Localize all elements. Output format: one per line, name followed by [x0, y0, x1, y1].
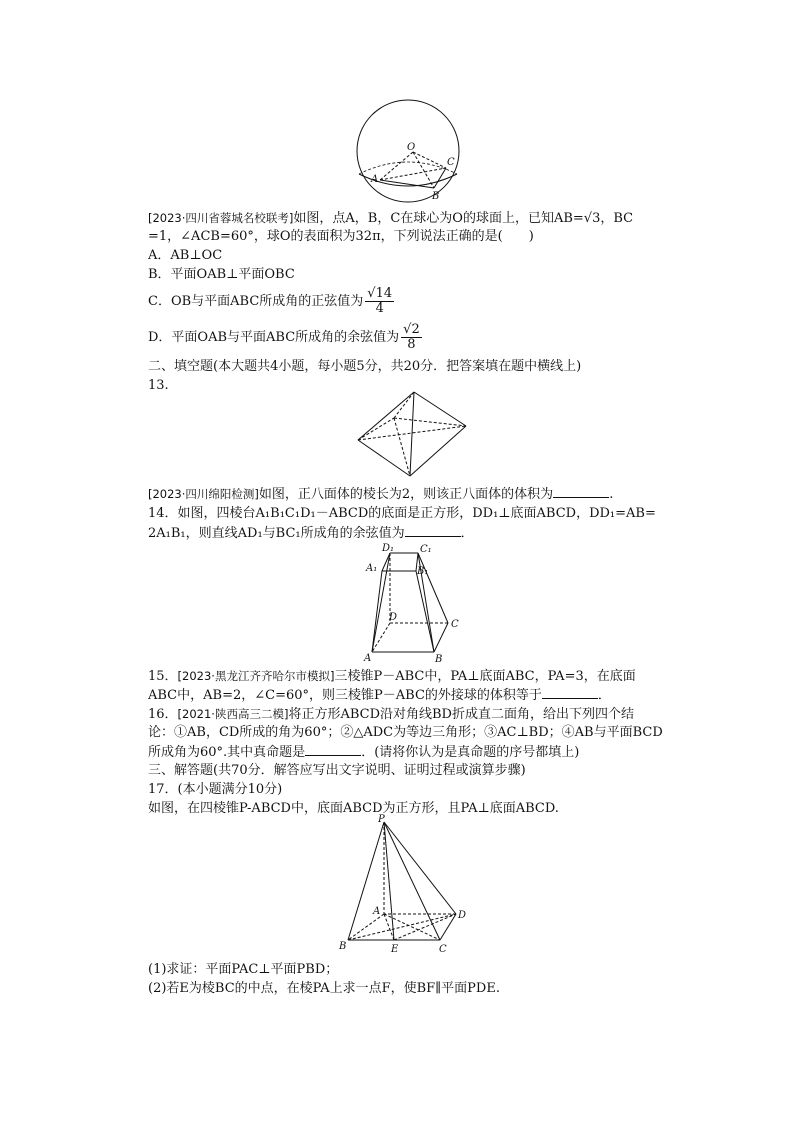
q13-number: 13.: [148, 378, 169, 393]
q16-text3: 所成角为60°.其中真命题是: [148, 745, 306, 760]
pyramid-svg: [336, 814, 466, 956]
q15-source: [2023·黑龙江齐齐哈尔市模拟]: [177, 669, 335, 683]
frustum-label-d1: D₁: [382, 543, 395, 554]
q12-stem-line2: =1，∠ACB=60°，球O的表面积为32π，下列说法正确的是( ): [148, 229, 534, 244]
q16-line2: 论：①AB，CD所成的角为60°；②△ADC为等边三角形；③AC⊥BD；④AB与平面BCD: [148, 725, 663, 740]
q15-tail: ．: [597, 688, 611, 703]
q12-option-d-den: 8: [407, 337, 416, 352]
q15-line2: [148, 686, 668, 705]
q16-line3: [148, 743, 668, 762]
q17-head: 17．(本小题满分10分): [148, 782, 283, 797]
sphere-svg: [350, 98, 466, 204]
pyramid-label-b: B: [339, 941, 347, 952]
q12-option-c-den: 4: [375, 301, 384, 316]
q15-text1: 三棱锥P－ABC中，PA⊥底面ABC，PA=3，在底面: [334, 669, 636, 684]
sphere-label-a: A: [371, 174, 379, 185]
pyramid-label-p: P: [378, 814, 385, 825]
q15-answer-blank[interactable]: [542, 686, 598, 699]
q14-line1: 14．如图，四棱台A₁B₁C₁D₁－ABCD的底面是正方形，DD₁⊥底面ABCD，DD₁=AB=: [148, 506, 656, 521]
q12-option-a: A．AB⊥OC: [148, 248, 223, 263]
q14-answer-blank[interactable]: [405, 524, 461, 537]
q12-option-c-num: √14: [367, 286, 393, 301]
q12-option-c-text: C．OB与平面ABC所成角的正弦值为: [148, 294, 364, 309]
q12-stem1: 如图，点A，B，C在球心为O的球面上，已知AB=√3，BC: [293, 211, 634, 226]
sphere-label-c: C: [447, 157, 455, 168]
frustum-svg: [360, 541, 466, 665]
q12-option-c: [148, 287, 668, 316]
pyramid-label-e: E: [391, 944, 399, 955]
frustum-figure: [360, 541, 466, 665]
q17-part1: (1)求证：平面PAC⊥平面PBD；: [148, 962, 339, 977]
pyramid-label-d: D: [458, 910, 466, 921]
frustum-label-c: C: [451, 619, 459, 630]
pyramid-label-a: A: [373, 906, 381, 917]
q14-text: 2A₁B₁，则直线AD₁与BC₁所成角的余弦值为: [148, 526, 405, 541]
q15-lead: 15．: [148, 669, 178, 684]
q14-tail: ．: [460, 526, 474, 541]
q12-option-c-fraction: [365, 287, 394, 316]
octahedron-figure: [354, 388, 470, 484]
q16-source: [2021·陕西高三二模]: [177, 707, 289, 721]
q13-source: [2023·四川绵阳检测]: [148, 487, 259, 501]
octahedron-svg: [354, 388, 470, 484]
q13-text: 如图，正八面体的棱长为2，则该正八面体的体积为: [258, 487, 554, 502]
frustum-label-b: B: [435, 654, 443, 665]
frustum-label-a1: A₁: [366, 563, 378, 574]
section3-title: 三、解答题(共70分．解答应写出文字说明、证明过程或演算步骤): [148, 763, 526, 778]
q13-tail: .: [609, 487, 614, 502]
q13-answer-blank[interactable]: [553, 485, 609, 498]
sphere-label-o: O: [407, 142, 416, 153]
q12-source: [2023·四川省蓉城名校联考]: [148, 211, 294, 225]
sphere-figure: [350, 98, 466, 204]
q12-option-d-text: D．平面OAB与平面ABC所成角的余弦值为: [148, 330, 400, 345]
sphere-label-b: B: [432, 191, 440, 202]
frustum-label-c1: C₁: [420, 544, 432, 555]
q15-line1: [148, 667, 668, 686]
q16-tail: ．(请将你认为是真命题的序号都填上): [361, 745, 580, 760]
q17-part2: (2)若E为棱BC的中点，在棱PA上求一点F，使BF∥平面PDE.: [148, 981, 500, 996]
q16-answer-blank[interactable]: [305, 743, 361, 756]
q13-stem: [148, 485, 668, 504]
q16-lead: 16．: [148, 707, 178, 722]
q12-stem-line1: [148, 209, 668, 228]
pyramid-label-c: C: [439, 944, 447, 955]
frustum-label-d: D: [389, 612, 398, 623]
q12-option-d-num: √2: [403, 322, 420, 337]
q12-option-b: B．平面OAB⊥平面OBC: [148, 267, 295, 282]
q12-option-d: [148, 323, 668, 352]
q17-stem: 如图，在四棱锥P-ABCD中，底面ABCD为正方形，且PA⊥底面ABCD.: [148, 801, 559, 816]
q15-text2: ABC中，AB=2，∠C=60°，则三棱锥P－ABC的外接球的体积等于: [148, 688, 542, 703]
section2-title: 二、填空题(本大题共4小题，每小题5分，共20分．把答案填在题中横线上): [148, 359, 582, 374]
frustum-label-a: A: [364, 653, 372, 664]
q16-text1: 将正方形ABCD沿对角线BD折成直二面角，给出下列四个结: [288, 707, 634, 722]
q12-option-d-fraction: [401, 323, 422, 352]
q16-line1: [148, 705, 668, 724]
frustum-label-b1: B₁: [417, 566, 429, 577]
pyramid-figure: [336, 814, 466, 956]
